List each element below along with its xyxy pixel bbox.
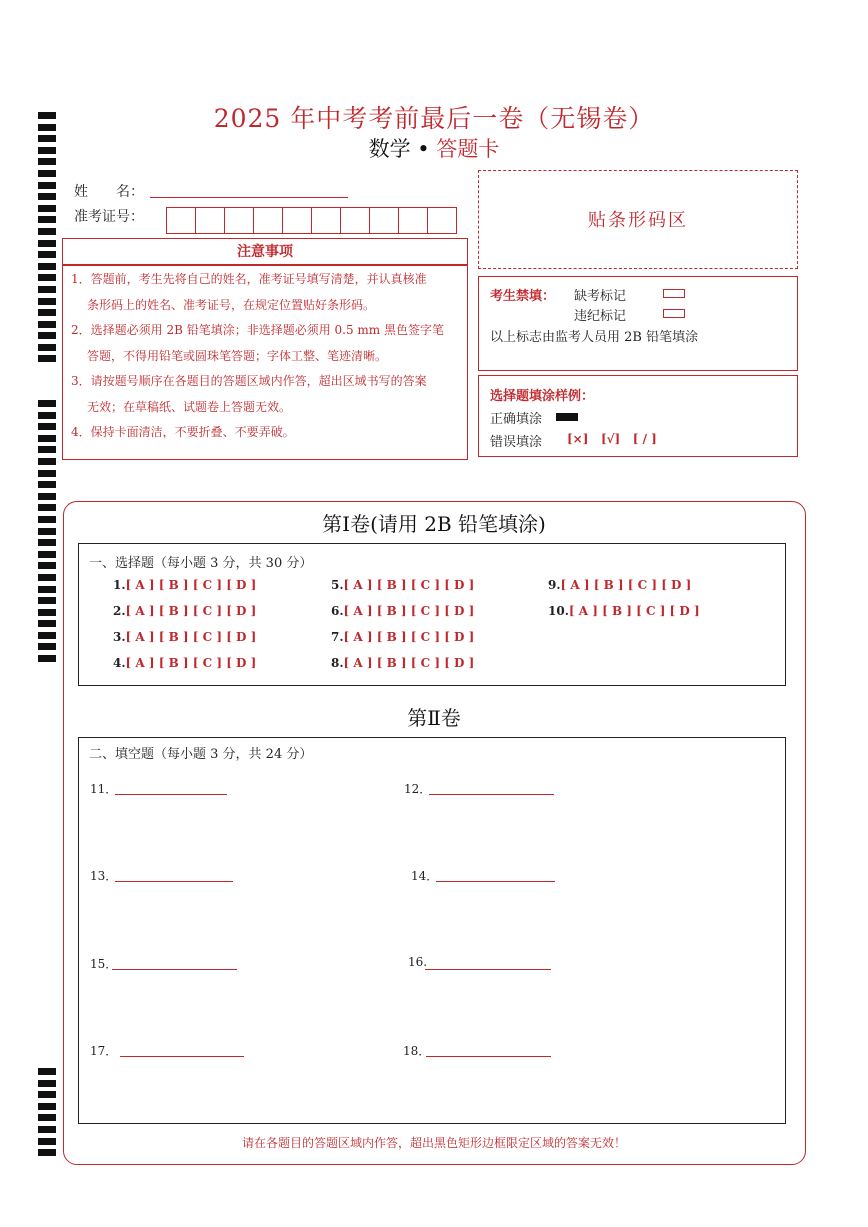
correct-fill-sample xyxy=(556,413,578,421)
subtitle-dot: • xyxy=(410,137,437,161)
subject-label: 数学 xyxy=(368,137,411,161)
fill-question-12-number: 12． xyxy=(404,782,432,796)
forbidden-box xyxy=(478,276,798,371)
absent-mark-box[interactable] xyxy=(663,289,685,298)
forbidden-note: 以上标志由监考人员用 2B 铅笔填涂 xyxy=(490,330,699,345)
fill-answer-line-11[interactable] xyxy=(115,794,227,795)
correct-fill-label: 正确填涂 xyxy=(490,412,543,427)
choice-question-5[interactable]: 5.[ A ] [ B ] [ C ] [ D ] xyxy=(331,578,475,592)
fill-question-15-number: 15． xyxy=(90,957,118,971)
forbidden-label: 考生禁填： xyxy=(490,289,556,304)
notice-title: 注意事项 xyxy=(62,238,468,266)
fill-question-16-number: 16. xyxy=(408,955,428,969)
fill-question-11-number: 11． xyxy=(90,782,118,796)
notice-box xyxy=(62,264,468,460)
notice-item: 条形码上的姓名、准考证号，在规定位置贴好条形码。 xyxy=(87,297,376,312)
fill-answer-line-18[interactable] xyxy=(426,1056,551,1057)
page-title: 2025 年中考考前最后一卷（无锡卷） xyxy=(213,104,655,133)
violation-label: 违纪标记 xyxy=(574,309,627,324)
fill-section xyxy=(78,737,786,1124)
sample-title: 选择题填涂样例： xyxy=(490,389,595,404)
choice-question-6[interactable]: 6.[ A ] [ B ] [ C ] [ D ] xyxy=(331,604,475,618)
fill-answer-line-13[interactable] xyxy=(115,881,233,882)
fill-answer-line-17[interactable] xyxy=(120,1056,244,1057)
choice-question-10[interactable]: 10.[ A ] [ B ] [ C ] [ D ] xyxy=(548,604,700,618)
notice-item: 3．请按题号顺序在各题目的答题区域内作答，超出区域书写的答案 xyxy=(71,374,427,388)
choice-question-7[interactable]: 7.[ A ] [ B ] [ C ] [ D ] xyxy=(331,630,475,644)
notice-item: 4．保持卡面清洁，不要折叠、不要弄破。 xyxy=(71,425,295,439)
wrong-fill-sample: [×] [√] [ / ] xyxy=(567,432,657,446)
footer-warning: 请在各题目的答题区域内作答，超出黑色矩形边框限定区域的答案无效！ xyxy=(241,1136,626,1150)
fill-answer-line-14[interactable] xyxy=(436,881,555,882)
name-label: 姓 名： xyxy=(74,184,144,200)
choice-question-8[interactable]: 8.[ A ] [ B ] [ C ] [ D ] xyxy=(331,656,475,670)
choice-question-2[interactable]: 2.[ A ] [ B ] [ C ] [ D ] xyxy=(113,604,257,618)
page-subtitle xyxy=(0,133,868,163)
choice-question-3[interactable]: 3.[ A ] [ B ] [ C ] [ D ] xyxy=(113,630,257,644)
part2-title: 第Ⅱ卷 xyxy=(407,706,461,730)
choice-question-4[interactable]: 4.[ A ] [ B ] [ C ] [ D ] xyxy=(113,656,257,670)
choice-question-1[interactable]: 1.[ A ] [ B ] [ C ] [ D ] xyxy=(113,578,257,592)
notice-item: 1．答题前，考生先将自己的姓名，准考证号填写清楚，并认真核准 xyxy=(71,272,427,286)
notice-item: 2．选择题必须用 2B 铅笔填涂；非选择题必须用 0.5 mm 黑色签字笔 xyxy=(71,323,445,337)
fill-question-14-number: 14． xyxy=(411,869,439,883)
fill-answer-line-15[interactable] xyxy=(112,969,237,970)
name-field[interactable] xyxy=(150,197,348,198)
barcode-label: 贴条形码区 xyxy=(588,210,688,231)
exam-id-boxes[interactable] xyxy=(167,207,457,232)
fill-question-13-number: 13． xyxy=(90,869,118,883)
part1-title: 第Ⅰ卷(请用 2B 铅笔填涂) xyxy=(322,512,546,536)
choice-section-title: 一、选择题（每小题 3 分，共 30 分） xyxy=(89,556,313,571)
choice-question-9[interactable]: 9.[ A ] [ B ] [ C ] [ D ] xyxy=(548,578,692,592)
notice-item: 答题，不得用铅笔或圆珠笔答题；字体工整、笔迹清晰。 xyxy=(87,348,388,363)
barcode-area xyxy=(478,170,798,269)
fill-section-title: 二、填空题（每小题 3 分，共 24 分） xyxy=(89,747,313,762)
card-label: 答题卡 xyxy=(436,137,500,161)
fill-question-18-number: 18． xyxy=(403,1044,431,1058)
fill-question-17-number: 17． xyxy=(90,1044,118,1058)
wrong-fill-label: 错误填涂 xyxy=(490,435,543,450)
fill-answer-line-12[interactable] xyxy=(429,794,554,795)
notice-item: 无效；在草稿纸、试题卷上答题无效。 xyxy=(87,399,292,414)
sample-box xyxy=(478,375,798,457)
violation-mark-box[interactable] xyxy=(663,309,685,318)
fill-answer-line-16[interactable] xyxy=(425,969,551,970)
absent-label: 缺考标记 xyxy=(574,289,627,304)
exam-id-label: 准考证号： xyxy=(74,209,144,225)
